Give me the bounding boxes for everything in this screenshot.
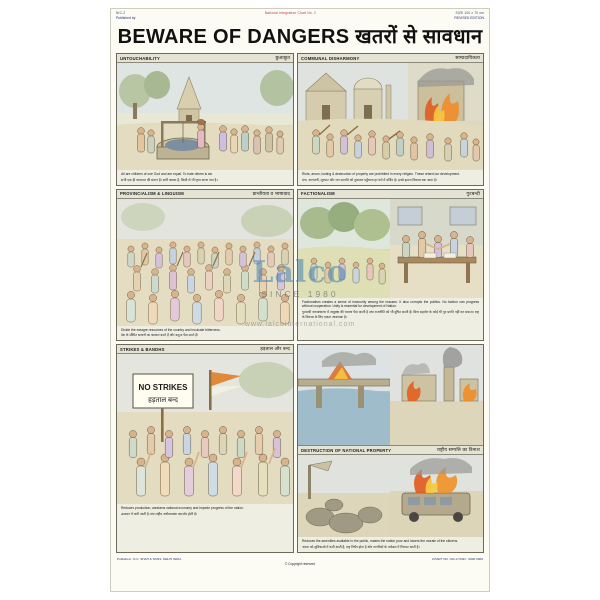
poster-chart-label: National Integration Chart No. 2	[264, 11, 316, 15]
panel-strikes-header	[117, 345, 293, 354]
publisher-left: Published by	[116, 16, 136, 20]
panel-factionalism-header	[298, 190, 483, 199]
poster-code-left: NIC-2	[116, 11, 126, 15]
panel-communal-disharmony-caption	[298, 170, 483, 185]
panel-destruction-caption	[298, 537, 483, 552]
panel-strikes-bandhs	[116, 344, 294, 553]
poster-image	[110, 8, 490, 592]
panel-factionalism-title-en: FACTIONALISM	[301, 191, 335, 197]
panel-band-3	[116, 344, 484, 553]
panel-destruction-illustration-bottom	[298, 455, 483, 537]
panel-band-2	[116, 189, 484, 342]
publisher-right: REVISED EDITION	[454, 16, 484, 20]
panel-factionalism-caption-hi: गुटबन्दी जनसाधारण में असुरक्षा की भावना पैदा करती है तथा राजनीति को भी दूषित करती है। बिना सहयोग के कोई भी गुट प्रगति नहीं कर सकता। राष्ट्र के विकास के लिए एकता आवश्यक है।	[302, 310, 479, 319]
footer-publisher: Published : N.C. SHAH & SONS, DELHI INDIA	[117, 556, 182, 561]
panel-untouchability-header	[117, 54, 293, 63]
panel-destruction-illustration-top	[298, 345, 483, 445]
panel-provincialism-title-en: PROVINCIALISM & LINGUISM	[120, 190, 184, 196]
panel-provincialism-illustration	[117, 199, 293, 326]
title-hindi: खतरों से सावधान	[355, 26, 483, 48]
panel-communal-disharmony-title-hi: साम्प्रदायिकता	[455, 55, 480, 60]
panel-provincialism-title-hi: प्रान्तीयता व भाषावाद	[252, 190, 291, 196]
panel-strikes-title-hi: हड़ताल और बन्द	[260, 346, 291, 352]
panel-destruction-national-property	[297, 344, 484, 553]
panel-strikes-title-en: STRIKES & BANDHS	[120, 346, 165, 352]
panel-untouchability	[116, 53, 294, 186]
watermark-brand: Lalco	[252, 255, 348, 290]
panel-strikes-caption	[117, 504, 293, 519]
panel-destruction-caption-en: Reduces the amenities available to the public, makes the nation poor and lowers the morale of the citizens.	[302, 539, 459, 544]
poster-footer	[111, 556, 489, 561]
page-title	[111, 22, 489, 49]
panel-untouchability-illustration	[117, 63, 293, 170]
panel-untouchability-title-hi: छुआछूत	[275, 55, 291, 60]
panel-provincialism-linguism	[116, 189, 294, 342]
panel-provincialism-caption-en: Divide the meagre resources of the country and inculcate bitterness.	[121, 327, 221, 332]
panel-destruction-header	[298, 445, 483, 455]
panel-communal-disharmony-header	[298, 54, 483, 63]
panel-provincialism-caption-hi: देश के सीमित साधनों का बंटवारा करते हैं और कटुता पैदा करते हैं।	[121, 333, 199, 338]
copyright-notice: © Copyright reserved	[284, 561, 316, 566]
panel-destruction-title-en: DESTRUCTION OF NATIONAL PROPERTY	[301, 447, 392, 453]
panel-untouchability-title-en: UNTOUCHABILITY	[120, 55, 160, 61]
poster-code-right: SIZE 100 x 70 cm	[455, 11, 484, 15]
panel-communal-disharmony	[297, 53, 484, 186]
panel-factionalism-title-hi: गुटबन्दी	[466, 190, 480, 196]
footer-chart-number: CHART NO. NIC-2 ISSN : 0000 0000	[431, 556, 483, 561]
panel-factionalism-caption-en: Factionalism creates a sense of insecurity among the masses. It also corrupts the politics. No faction can progress without cooperation. Unity is essential for development of Nation.	[302, 299, 479, 309]
panel-destruction-caption-hi: जनता को सुविधाओं में कमी आती है, राष्ट्र निर्धन होता है और नागरिकों के मनोबल में गिरावट आती है।	[302, 544, 420, 549]
svg-text:हड़ताल बन्द: हड़ताल बन्द	[148, 397, 178, 405]
panel-destruction-title-hi: राष्ट्रीय सम्पत्ति का विनाश	[436, 447, 480, 453]
panel-strikes-illustration	[117, 354, 293, 504]
panel-provincialism-caption	[117, 326, 293, 341]
panel-communal-disharmony-caption-hi: दंगा, आगजनी, लूटपाट और जन सम्पत्ति को नुकसान पहुँचाना हर धर्म में वर्जित है। इनसे हमारा विकास रुक जाता है।	[302, 177, 437, 182]
panel-untouchability-caption-en: All are children of one God and are equal. To hate others is sin.	[121, 172, 214, 176]
panel-provincialism-header	[117, 190, 293, 199]
panel-communal-disharmony-illustration	[298, 63, 483, 170]
panel-untouchability-caption-hi: सभी एक ही परमात्मा की संतान हैं। सभी बराबर हैं, किसी से भी घृणा करना पाप है।	[121, 177, 218, 182]
poster-publisher-row	[111, 15, 489, 21]
panel-untouchability-caption	[117, 170, 293, 185]
panel-band-1	[116, 53, 484, 186]
panel-communal-disharmony-caption-en: Riots, arson, looting & destruction of property are prohibited in every religion. These retard our development.	[302, 172, 460, 176]
panel-strikes-caption-hi: उत्पादन में कमी आती है तथा राष्ट्रीय अर्थव्यवस्था कमजोर होती है।	[121, 511, 198, 516]
panel-strikes-caption-en: Reduces production, weakens national economy and impede progress of the nation.	[121, 506, 244, 511]
panel-factionalism	[297, 189, 484, 342]
watermark-tagline: SINCE 1980	[261, 289, 339, 299]
panel-communal-disharmony-title-en: COMMUNAL DISHARMONY	[301, 55, 360, 61]
watermark-url: www.lalcointernational.com	[244, 321, 356, 328]
title-english: BEWARE OF DANGERS	[117, 26, 350, 48]
panel-factionalism-caption	[298, 298, 483, 322]
svg-text:NO STRIKES: NO STRIKES	[138, 383, 188, 393]
panel-factionalism-illustration	[298, 199, 483, 298]
